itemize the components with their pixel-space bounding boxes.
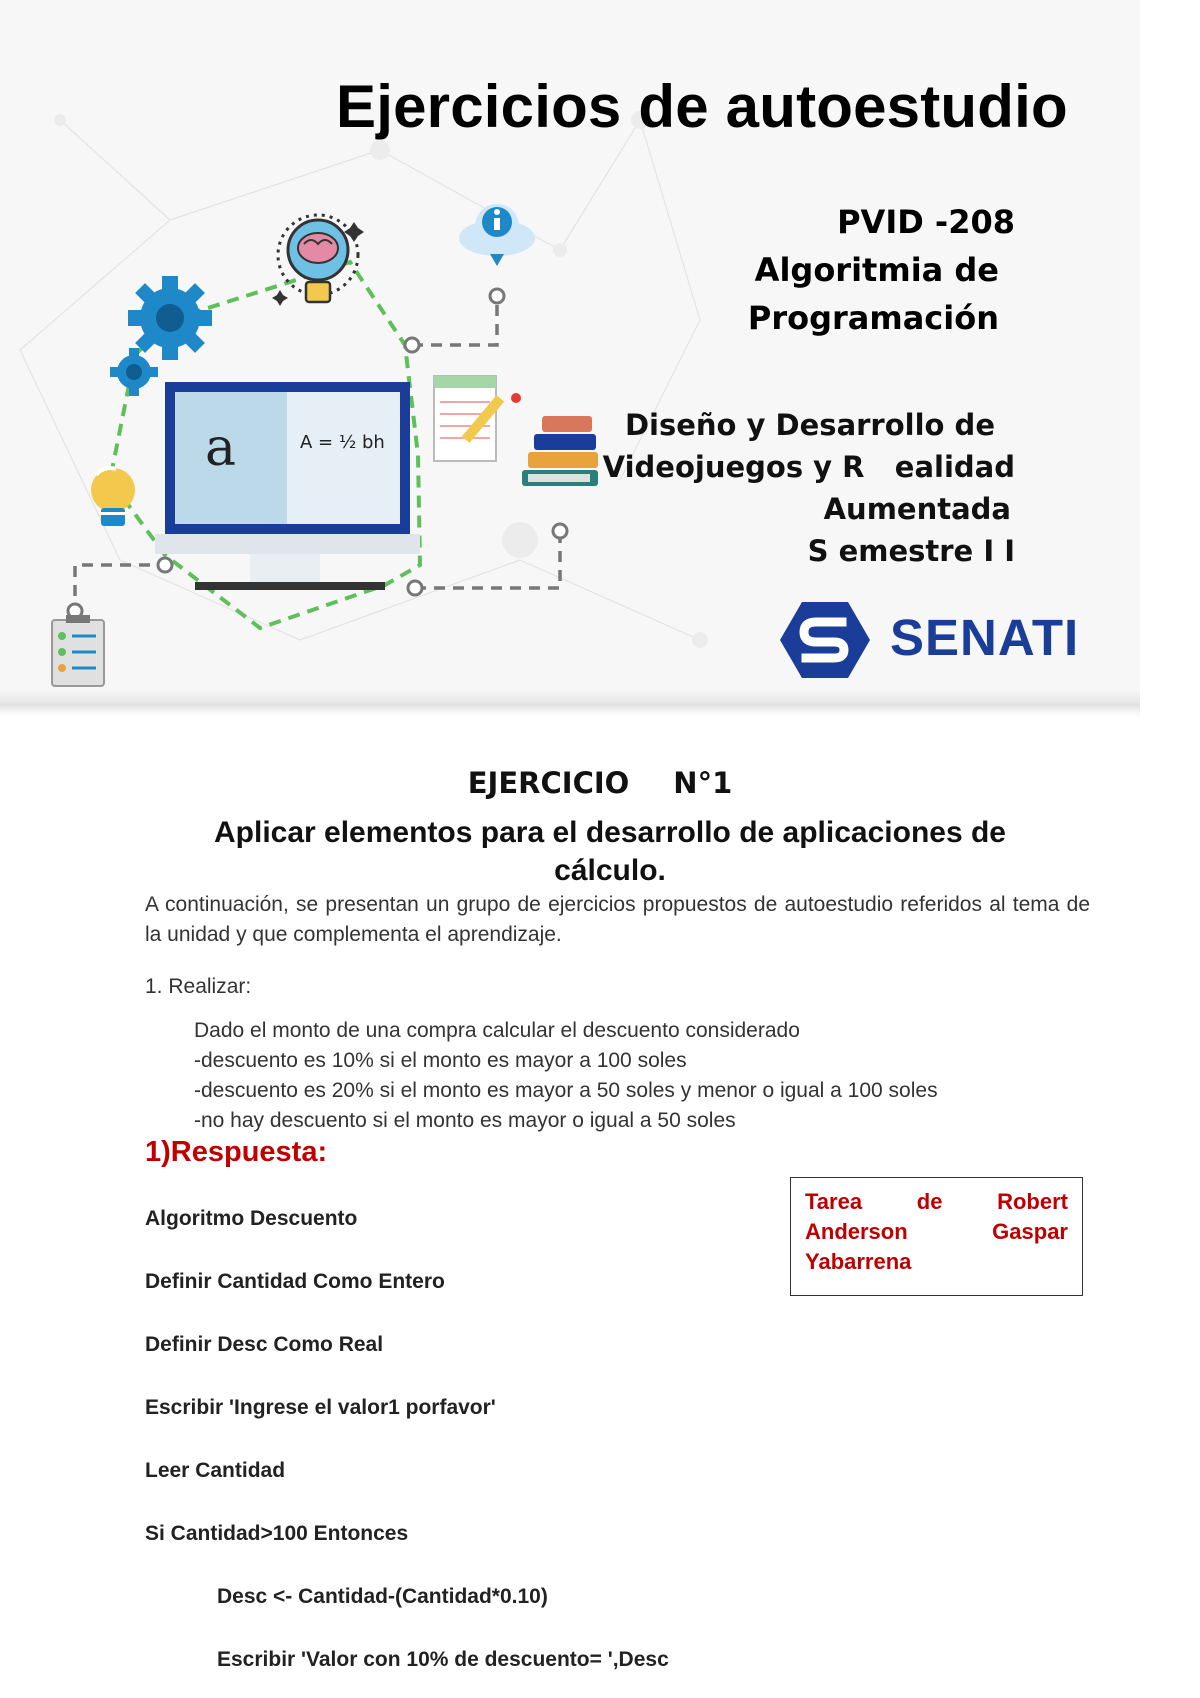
checklist-icon: [52, 615, 104, 686]
task-line: -no hay descuento si el monto es mayor o igual a 50 soles: [194, 1109, 736, 1132]
task-line: -descuento es 10% si el monto es mayor a 100 soles: [194, 1049, 687, 1072]
document-title: Ejercicios de autoestudio: [336, 73, 1068, 140]
author-word: Yabarrena: [805, 1249, 912, 1274]
svg-text:A = ½ bh: A = ½ bh: [300, 432, 385, 453]
career-line: Videojuegos y R ealidad: [602, 450, 1015, 484]
code-line: Escribir 'Valor con 10% de descuento= ',Desc: [217, 1648, 669, 1671]
code-line: Algoritmo Descuento: [145, 1207, 358, 1230]
code-line: Definir Cantidad Como Entero: [145, 1270, 445, 1293]
task-line: -descuento es 20% si el monto es mayor a 50 soles y menor o igual a 100 soles: [194, 1079, 938, 1102]
course-name-line2: Programación: [747, 299, 999, 337]
senati-logo: [780, 600, 1080, 680]
header-banner: [0, 0, 1140, 720]
author-word: Anderson: [805, 1219, 908, 1244]
task-list: [194, 1016, 938, 1136]
author-word: Gaspar: [992, 1219, 1068, 1244]
course-name-line1: Algoritmia de: [754, 251, 999, 289]
svg-text:a: a: [205, 418, 237, 478]
author-word: Tarea: [805, 1189, 863, 1214]
answer-heading: 1)Respuesta:: [145, 1136, 328, 1168]
career-line: Aumentada: [823, 492, 1011, 526]
task-label: 1. Realizar:: [145, 975, 252, 998]
exercise-number: N°1: [673, 766, 733, 800]
career-line: Diseño y Desarrollo de: [624, 408, 995, 442]
senati-logo-mark: [780, 600, 870, 680]
task-line: Dado el monto de una compra calcular el descuento considerado: [194, 1019, 800, 1042]
code-line: Leer Cantidad: [145, 1459, 286, 1482]
exercise-subtitle: Aplicar elementos para el desarrollo de aplicaciones de cálculo.: [214, 816, 1006, 887]
author-word: Robert: [997, 1189, 1068, 1214]
course-info: [595, 198, 1015, 342]
code-line: Escribir 'Ingrese el valor1 porfavor': [145, 1396, 496, 1419]
exercise-label: EJERCICIO: [467, 766, 630, 800]
semester-label: S emestre I I: [807, 534, 1015, 568]
author-box: [790, 1177, 1083, 1296]
career-info: [495, 404, 1015, 572]
author-word: de: [916, 1189, 943, 1214]
intro-paragraph: A continuación, se presentan un grupo de ejercicios propuestos de autoestudio referidos al tema de la unidad y que complementa el aprendizaje.: [145, 893, 1090, 946]
code-line: Desc <- Cantidad-(Cantidad*0.10): [217, 1585, 548, 1608]
senati-logo-text: SENATI: [890, 609, 1080, 666]
code-line: Si Cantidad>100 Entonces: [145, 1522, 409, 1545]
code-line: Definir Desc Como Real: [145, 1333, 384, 1356]
course-code: PVID -208: [837, 203, 1015, 241]
exercise-heading: [0, 766, 1200, 800]
